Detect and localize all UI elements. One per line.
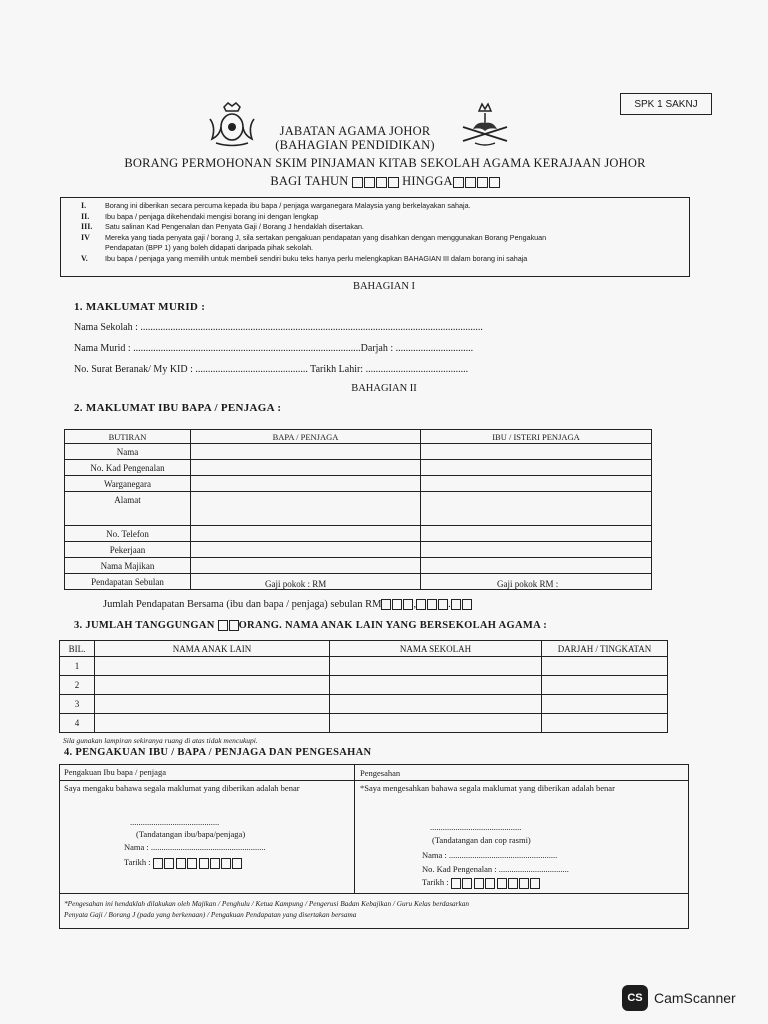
sibling-school-cell[interactable] (330, 676, 542, 695)
table-row (65, 526, 652, 542)
table-row (65, 444, 652, 460)
table-row (65, 574, 652, 590)
col-header: NAMA SEKOLAH (330, 641, 542, 657)
left-name-field[interactable]: Nama : ...................................................... (124, 842, 266, 852)
father-cell[interactable] (191, 460, 421, 476)
col-header: BIL. (60, 641, 95, 657)
declaration-box (59, 764, 689, 929)
date-day-boxes[interactable] (153, 858, 174, 869)
sibling-school-cell[interactable] (330, 657, 542, 676)
sibling-grade-cell[interactable] (542, 676, 668, 695)
parent-info-table (64, 429, 652, 590)
sibling-grade-cell[interactable] (542, 714, 668, 733)
year-mid: HINGGA (402, 174, 453, 188)
sibling-name-cell[interactable] (95, 657, 330, 676)
sibling-name-cell[interactable] (95, 676, 330, 695)
col-header: NAMA ANAK LAIN (95, 641, 330, 657)
right-signature-caption: (Tandatangan dan cop rasmi) (432, 835, 531, 845)
row-label: Warganegara (65, 476, 191, 492)
mother-cell[interactable] (421, 444, 652, 460)
camscanner-label: CamScanner (654, 990, 736, 1006)
table-row (65, 542, 652, 558)
table-row (65, 558, 652, 574)
year-prefix: BAGI TAHUN (270, 174, 349, 188)
left-signature-caption: (Tandatangan ibu/bapa/penjaga) (136, 829, 246, 839)
table-row (65, 460, 652, 476)
table-row (60, 695, 668, 714)
combined-income-label: Jumlah Pendapatan Bersama (ibu dan bapa / penjaga) sebulan RM (103, 599, 382, 610)
table-header-row (65, 430, 652, 444)
row-label: Nama (65, 444, 191, 460)
part2-heading: BAHAGIAN II (351, 383, 417, 394)
row-label: Nama Majikan (65, 558, 191, 574)
johor-crest-right-icon (455, 101, 515, 149)
note-row: Pendapatan (BPP 1) yang boleh didapati daripada pihak sekolah. (105, 243, 314, 253)
row-label: Pekerjaan (65, 542, 191, 558)
father-cell[interactable] (191, 476, 421, 492)
sibling-name-cell[interactable] (95, 695, 330, 714)
part4-section-title: 4. PENGAKUAN IBU / BAPA / PENJAGA DAN PENGESAHAN (64, 747, 372, 758)
date-year-boxes[interactable] (497, 878, 540, 889)
mother-cell[interactable] (421, 460, 652, 476)
part2-section-title: 2. MAKLUMAT IBU BAPA / PENJAGA : (74, 402, 282, 414)
birth-cert-field[interactable]: No. Surat Beranak/ My KID : ............................................. Tarikh Lahir: ......................................... (74, 364, 469, 375)
col-header: BUTIRAN (65, 430, 191, 444)
col-header: DARJAH / TINGKATAN (542, 641, 668, 657)
declaration-footnote: *Pengesahan ini hendaklah dilakukan oleh Majikan / Penghulu / Ketua Kampung / Pengerusi Badan Kebajikan / Guru Kelas berdasarkan Penyata Gaji / Borang J (pada yang berkenaan) / Pengakuan Pendapatan yang disertakan bersama (64, 899, 470, 919)
table-row (60, 657, 668, 676)
left-signature-line[interactable]: .......................................... (130, 817, 220, 827)
declaration-divider (354, 765, 355, 893)
col-header: BAPA / PENJAGA (191, 430, 421, 444)
division-name: (BAHAGIAN PENDIDIKAN) (275, 138, 435, 152)
table-row (65, 476, 652, 492)
declaration-bottom-line (60, 893, 688, 894)
row-label: Alamat (65, 492, 191, 526)
declaration-header-line (60, 780, 688, 781)
camscanner-logo-icon: CS (622, 985, 648, 1011)
student-name-field[interactable]: Nama Murid : ...........................................................................................Darjah : ............................... (74, 343, 474, 354)
note-row: III. Satu salinan Kad Pengenalan dan Penyata Gaji / Borang J hendaklah disertakan. (81, 222, 364, 232)
father-cell[interactable] (191, 542, 421, 558)
father-salary-cell[interactable]: Gaji pokok : RM (191, 574, 421, 590)
year-to-boxes[interactable] (453, 177, 500, 188)
mother-cell[interactable] (421, 476, 652, 492)
right-name-field[interactable]: Nama : ................................................... (422, 850, 558, 860)
father-cell[interactable] (191, 444, 421, 460)
table-row (60, 714, 668, 733)
sibling-school-cell[interactable] (330, 714, 542, 733)
left-header: Pengakuan Ibu bapa / penjaga (64, 767, 166, 777)
part1-section-title: 1. MAKLUMAT MURID : (74, 301, 206, 313)
year-from-boxes[interactable] (352, 177, 399, 188)
siblings-note: Sila gunakan lampiran sekiranya ruang di atas tidak mencukupi. (63, 736, 258, 745)
part1-heading: BAHAGIAN I (352, 281, 416, 292)
sibling-grade-cell[interactable] (542, 695, 668, 714)
date-day-boxes[interactable] (451, 878, 472, 889)
row-number: 1 (60, 657, 95, 676)
right-header: Pengesahan (360, 768, 401, 778)
dependents-boxes[interactable] (218, 620, 239, 631)
left-statement: Saya mengaku bahawa segala maklumat yang diberikan adalah benar (64, 783, 300, 793)
col-header: IBU / ISTERI PENJAGA (421, 430, 652, 444)
date-year-boxes[interactable] (199, 858, 242, 869)
income-cents-boxes[interactable] (451, 599, 472, 610)
table-row (60, 676, 668, 695)
mother-cell[interactable] (421, 542, 652, 558)
father-cell[interactable] (191, 492, 421, 526)
mother-cell[interactable] (421, 492, 652, 526)
right-signature-line[interactable]: ........................................... (430, 822, 522, 832)
combined-income-line: Jumlah Pendapatan Bersama (ibu dan bapa / penjaga) sebulan RM , . (103, 599, 472, 610)
row-label: Pendapatan Sebulan (65, 574, 191, 590)
note-row: I. Borang ini diberikan secara percuma kepada ibu bapa / penjaga warganegara Malaysia yang berkelayakan sahaja. (81, 201, 471, 210)
instructions-box (60, 197, 690, 277)
sibling-grade-cell[interactable] (542, 657, 668, 676)
form-reference-code: SPK 1 SAKNJ (620, 93, 712, 115)
right-ic-field[interactable]: No. Kad Pengenalan : ................................. (422, 864, 569, 874)
note-row: II. Ibu bapa / penjaga dikehendaki mengisi borang ini dengan lengkap (81, 211, 319, 221)
table-row (65, 492, 652, 526)
row-number: 3 (60, 695, 95, 714)
part3-section-title: 3. JUMLAH TANGGUNGAN ORANG. NAMA ANAK LAIN YANG BERSEKOLAH AGAMA : (74, 620, 548, 631)
mother-cell[interactable] (421, 558, 652, 574)
date-month-boxes[interactable] (474, 878, 495, 889)
father-cell[interactable] (191, 526, 421, 542)
note-row: IV Mereka yang tiada penyata gaji / borang J, sila sertakan pengakuan pendapatan yang disahkan dengan menggunakan Borang Pengakuan (81, 232, 547, 242)
year-range (160, 174, 610, 189)
right-statement: *Saya mengesahkan bahawa segala maklumat yang diberikan adalah benar (360, 783, 615, 793)
row-number: 4 (60, 714, 95, 733)
sibling-name-cell[interactable] (95, 714, 330, 733)
father-cell[interactable] (191, 558, 421, 574)
income-boxes[interactable] (416, 599, 448, 610)
date-month-boxes[interactable] (176, 858, 197, 869)
form-title: BORANG PERMOHONAN SKIM PINJAMAN KITAB SEKOLAH AGAMA KERAJAAN JOHOR (124, 156, 646, 170)
sibling-school-cell[interactable] (330, 695, 542, 714)
siblings-table (59, 640, 668, 733)
table-header-row (60, 641, 668, 657)
mother-salary-cell[interactable]: Gaji pokok RM : (421, 574, 652, 590)
school-name-field[interactable]: Nama Sekolah : ......................................................................................................................................... (74, 322, 483, 333)
row-label: No. Kad Pengenalan (65, 460, 191, 476)
right-date-field: Tarikh : (422, 877, 540, 889)
note-row: V. Ibu bapa / penjaga yang memilih untuk membeli sendiri buku teks hanya perlu melengkapkan BAHAGIAN III dalam borang ini sahaja (81, 253, 528, 263)
row-label: No. Telefon (65, 526, 191, 542)
row-number: 2 (60, 676, 95, 695)
income-boxes[interactable] (381, 599, 413, 610)
left-date-field: Tarikh : (124, 857, 242, 869)
mother-cell[interactable] (421, 526, 652, 542)
department-name: JABATAN AGAMA JOHOR (279, 124, 431, 138)
